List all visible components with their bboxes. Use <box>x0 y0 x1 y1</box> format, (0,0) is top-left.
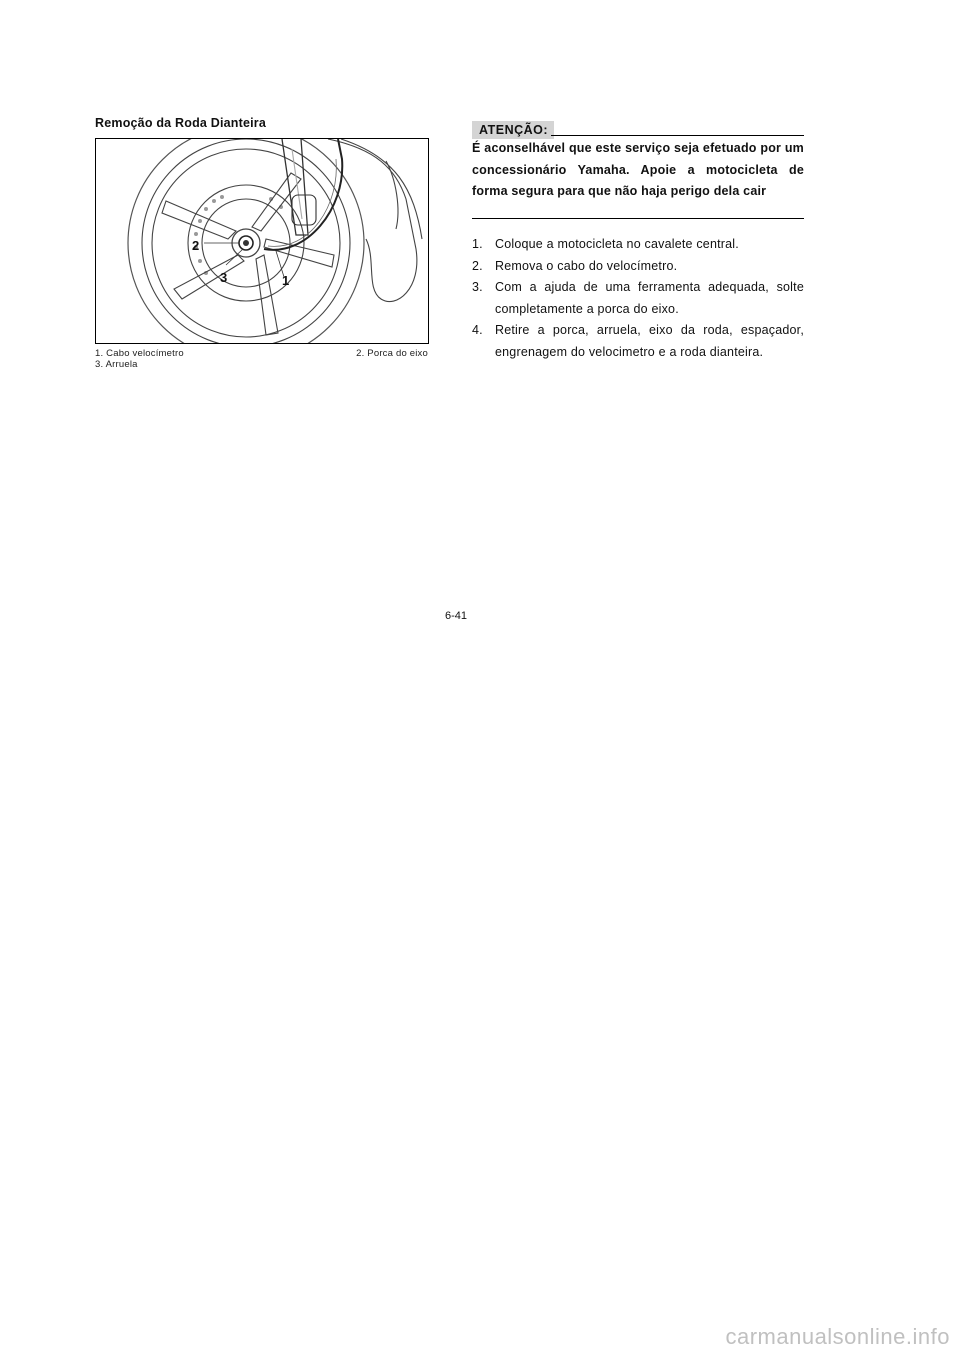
watermark-logo: carmanualsonline.info <box>725 1324 950 1349</box>
step-item <box>472 234 804 256</box>
step-number: 3. <box>472 280 483 294</box>
caption-axle-nut: 2. Porca do eixo <box>356 348 428 359</box>
warning-bottom-rule <box>472 218 804 219</box>
warning-text: É aconselhável que este serviço seja efetuado por um concessionário Yamaha. Apoie a motocicleta de forma segura para que não haja perigo dela cair <box>472 141 804 198</box>
step-item <box>472 256 804 278</box>
step-number: 2. <box>472 258 483 273</box>
callout-2: 2 <box>192 238 200 253</box>
warning-label: ATENÇÃO: <box>472 121 554 139</box>
procedure-steps <box>472 234 804 363</box>
step-text: Remova o cabo do velocímetro. <box>495 258 678 273</box>
step-item <box>472 277 804 320</box>
section-title: Remoção da Roda Dianteira <box>95 116 267 130</box>
step-number: 1. <box>472 237 483 251</box>
step-number: 4. <box>472 323 483 337</box>
caption-speedometer-cable: 1. Cabo velocímetro <box>95 348 184 359</box>
step-text: Com a ajuda de uma ferramenta adequada, solte completamente a porca do eixo. <box>495 280 804 316</box>
front-wheel-illustration <box>95 138 429 344</box>
page-number: 6-41 <box>444 610 468 622</box>
warning-top-rule <box>551 135 804 136</box>
step-text: Retire a porca, arruela, eixo da roda, espaçador, engrenagem do velocimetro e a roda dianteira. <box>495 323 804 359</box>
caption-washer: 3. Arruela <box>95 359 138 370</box>
step-text: Coloque a motocicleta no cavalete central. <box>495 237 739 251</box>
callout-1: 1 <box>282 273 290 288</box>
step-item <box>472 320 804 363</box>
callout-3: 3 <box>220 270 228 285</box>
